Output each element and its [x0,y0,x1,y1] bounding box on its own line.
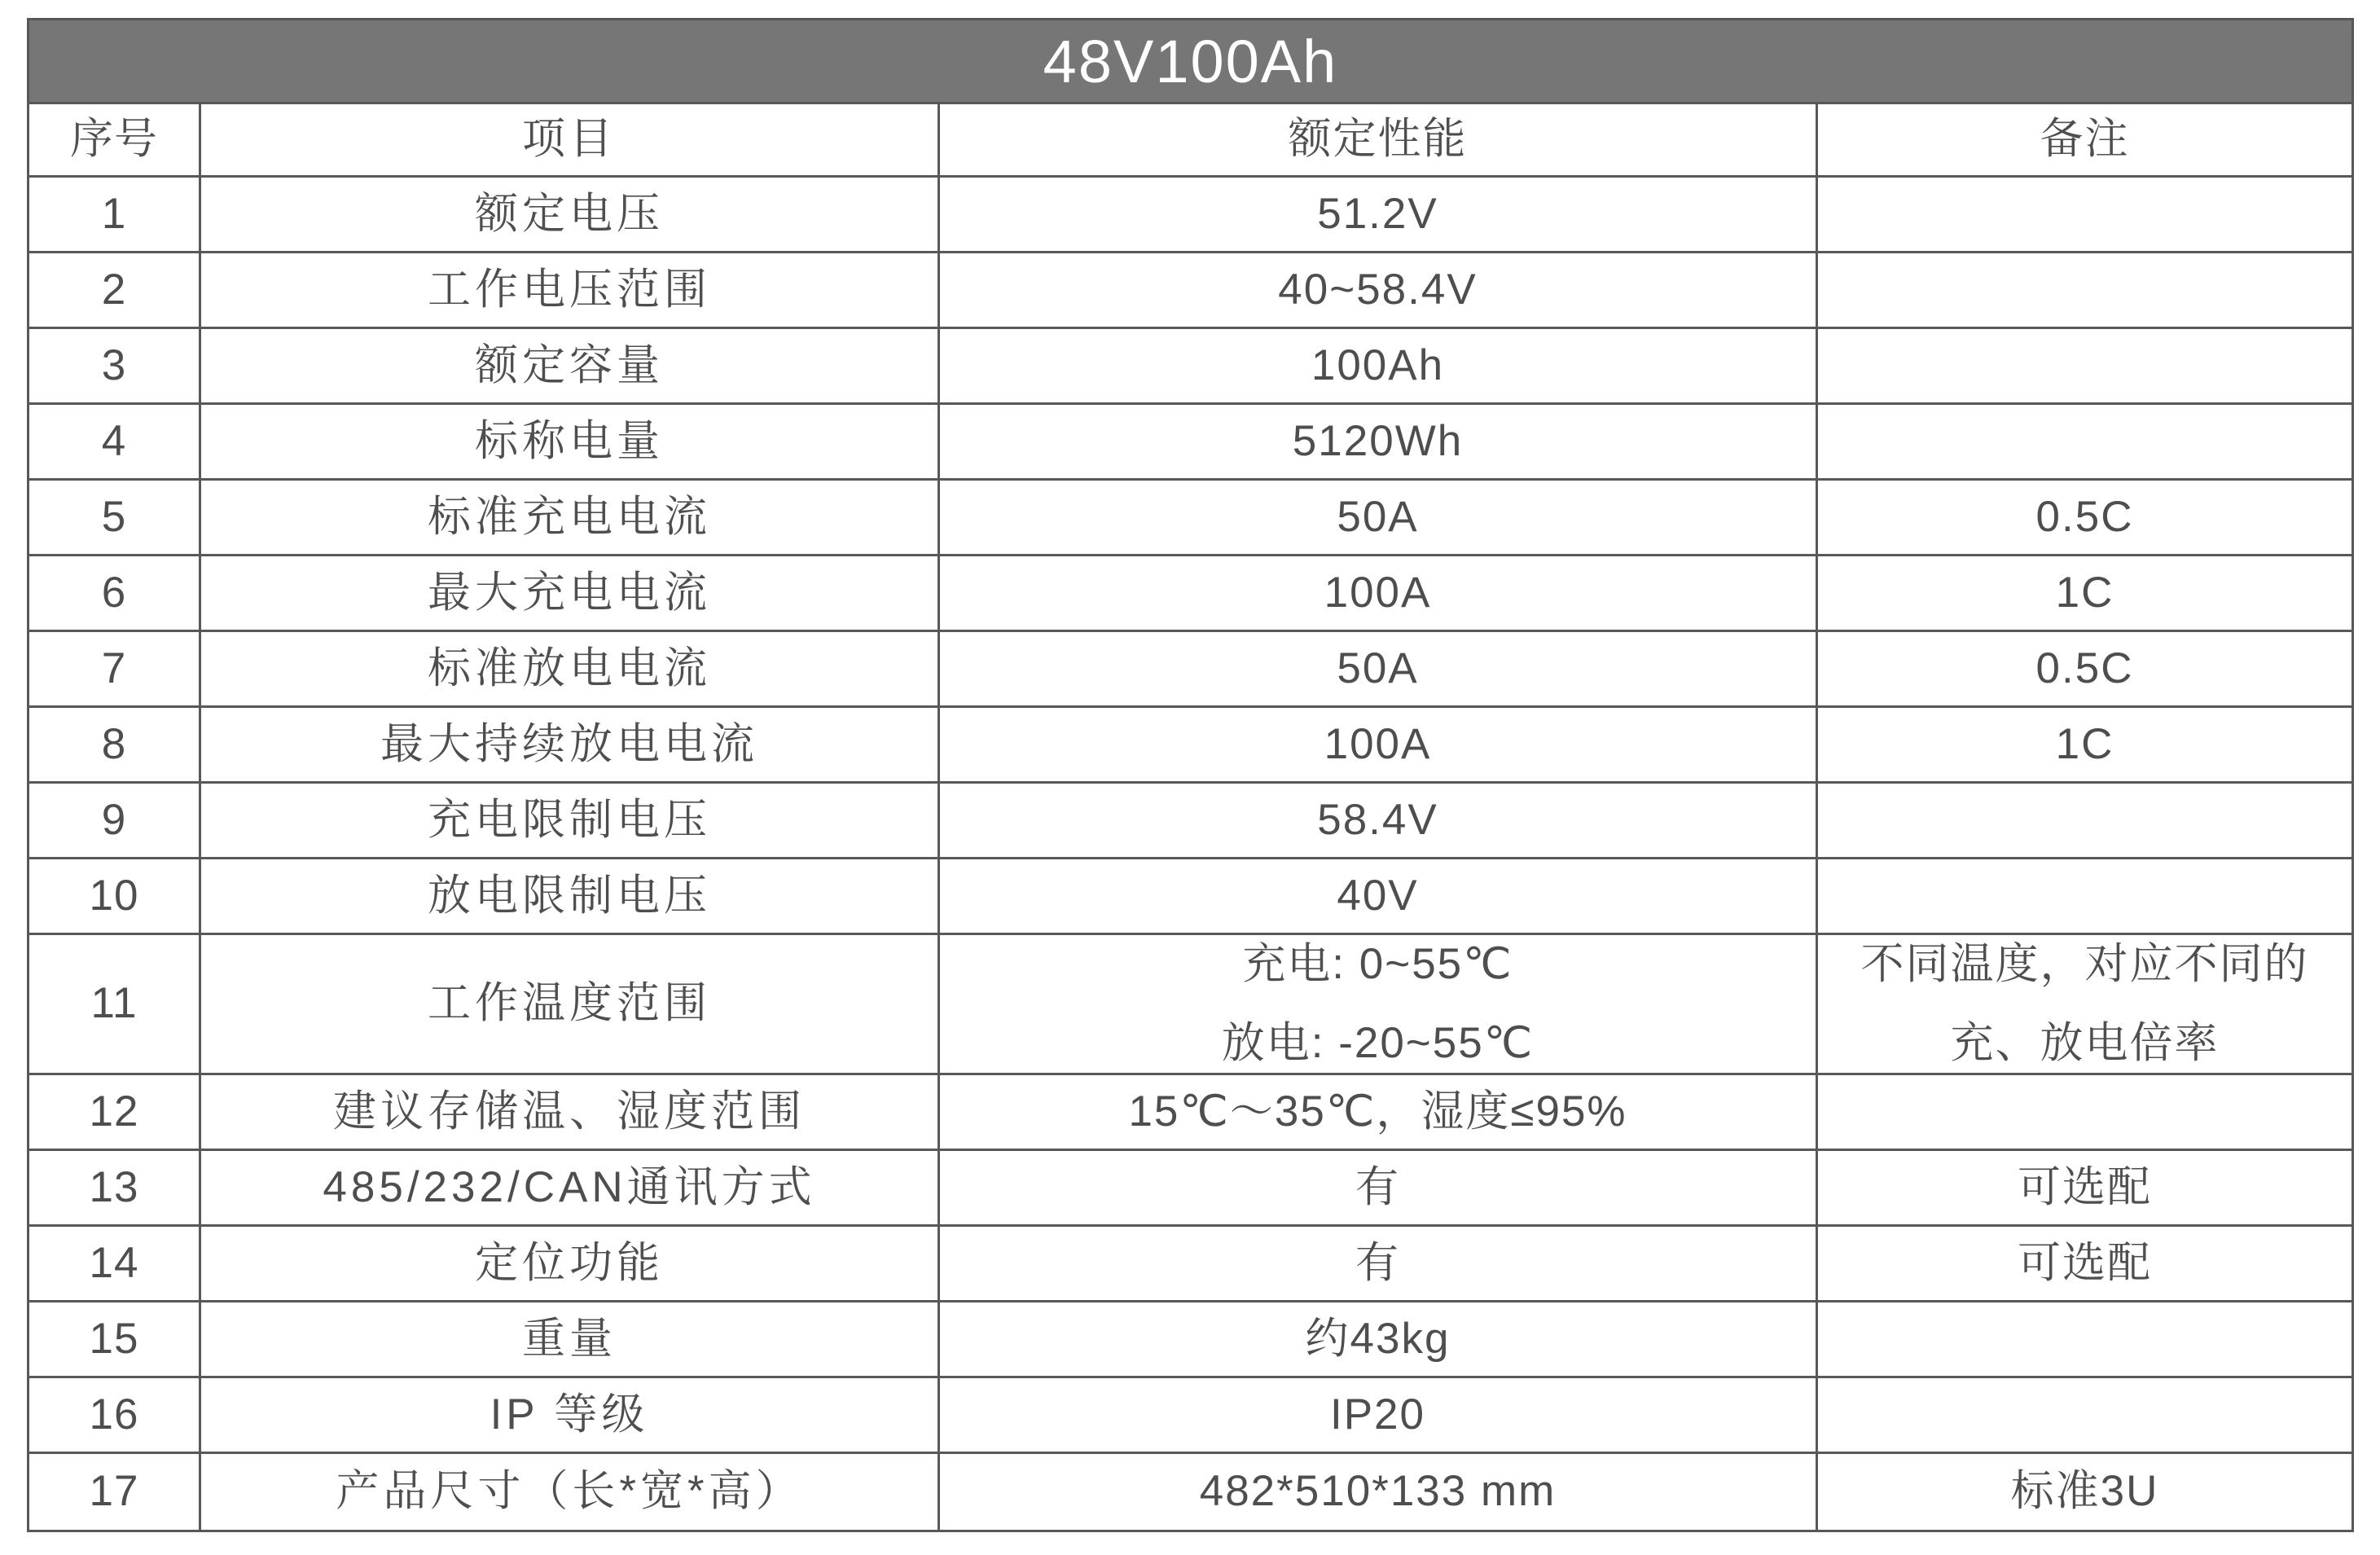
row-number-cell: 10 [29,859,201,935]
remark-cell: 0.5C [1818,632,2351,708]
row-number-cell: 9 [29,784,201,859]
value-cell: 有 [940,1151,1818,1227]
item-cell: IP 等级 [201,1378,940,1454]
remark-cell [1818,405,2351,481]
row-number-cell: 13 [29,1151,201,1227]
item-cell: 定位功能 [201,1227,940,1302]
row-number-cell: 11 [29,935,201,1075]
item-cell: 工作电压范围 [201,253,940,329]
spec-grid [29,104,2351,1530]
table-title: 48V100Ah [29,20,2351,104]
value-cell: 51.2V [940,178,1818,253]
item-cell: 重量 [201,1302,940,1378]
value-cell: 482*510*133 mm [940,1454,1818,1530]
cell-line: 放电: -20~55℃ [1221,1018,1535,1067]
item-cell: 标准放电电流 [201,632,940,708]
value-cell: 约43kg [940,1302,1818,1378]
value-cell: 15℃～35℃，湿度≤95% [940,1075,1818,1151]
remark-cell [1818,253,2351,329]
value-cell: 100Ah [940,329,1818,405]
remark-cell [1818,1378,2351,1454]
row-number-cell: 6 [29,556,201,632]
value-cell: 有 [940,1227,1818,1302]
value-cell: IP20 [940,1378,1818,1454]
remark-cell: 1C [1818,708,2351,784]
item-cell: 额定容量 [201,329,940,405]
row-number-cell: 12 [29,1075,201,1151]
remark-cell [1818,784,2351,859]
item-cell: 标准充电电流 [201,481,940,556]
item-cell: 最大持续放电电流 [201,708,940,784]
remark-cell: 0.5C [1818,481,2351,556]
header-cell-no: 序号 [29,104,201,178]
item-cell: 标称电量 [201,405,940,481]
value-cell: 40V [940,859,1818,935]
value-cell: 50A [940,481,1818,556]
header-cell-item: 项目 [201,104,940,178]
row-number-cell: 2 [29,253,201,329]
row-number-cell: 15 [29,1302,201,1378]
item-cell: 产品尺寸（长*宽*高） [201,1454,940,1530]
cell-line: 充、放电倍率 [1950,1018,2220,1067]
row-number-cell: 17 [29,1454,201,1530]
row-number-cell: 5 [29,481,201,556]
row-number-cell: 8 [29,708,201,784]
row-number-cell: 1 [29,178,201,253]
value-cell: 100A [940,556,1818,632]
item-cell: 工作温度范围 [201,935,940,1075]
value-cell: 100A [940,708,1818,784]
remark-cell [1818,1302,2351,1378]
remark-cell [1818,859,2351,935]
remark-cell [1818,935,2351,1075]
value-cell: 58.4V [940,784,1818,859]
item-cell: 建议存储温、湿度范围 [201,1075,940,1151]
value-cell: 5120Wh [940,405,1818,481]
item-cell: 485/232/CAN通讯方式 [201,1151,940,1227]
row-number-cell: 3 [29,329,201,405]
value-cell [940,935,1818,1075]
remark-cell: 1C [1818,556,2351,632]
item-cell: 放电限制电压 [201,859,940,935]
item-cell: 最大充电电流 [201,556,940,632]
remark-cell [1818,178,2351,253]
value-cell: 50A [940,632,1818,708]
value-cell: 40~58.4V [940,253,1818,329]
row-number-cell: 14 [29,1227,201,1302]
row-number-cell: 7 [29,632,201,708]
cell-line: 不同温度，对应不同的 [1860,939,2309,988]
header-cell-value: 额定性能 [940,104,1818,178]
remark-cell [1818,1075,2351,1151]
remark-cell: 可选配 [1818,1227,2351,1302]
item-cell: 额定电压 [201,178,940,253]
row-number-cell: 16 [29,1378,201,1454]
header-cell-remark: 备注 [1818,104,2351,178]
remark-cell: 标准3U [2010,1467,2159,1516]
item-cell: 充电限制电压 [201,784,940,859]
remark-cell [1818,329,2351,405]
cell-line: 充电: 0~55℃ [1242,939,1513,988]
remark-cell: 可选配 [1818,1151,2351,1227]
row-number-cell: 4 [29,405,201,481]
spec-table [27,18,2354,1532]
